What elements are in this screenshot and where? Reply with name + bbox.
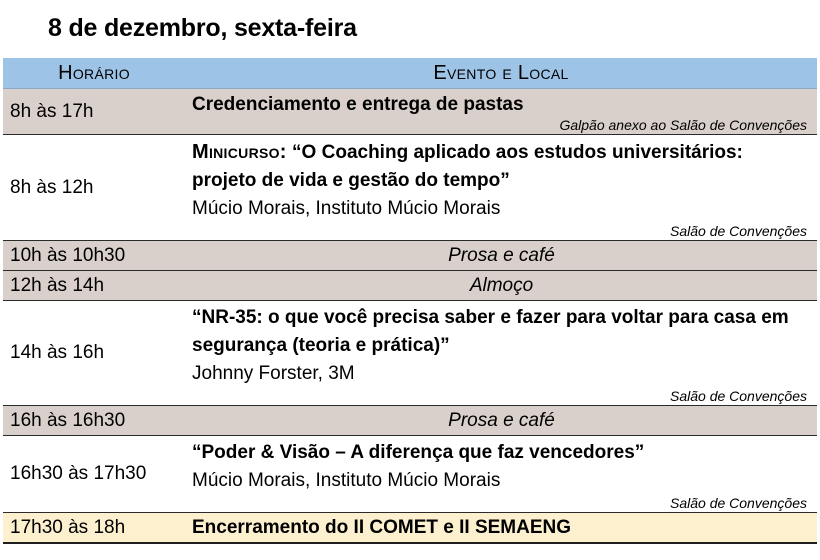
row-time: 16h30 às 17h30 <box>3 436 185 513</box>
row-time: 8h às 12h <box>3 135 185 241</box>
row-event: Almoço <box>185 271 817 301</box>
event-speaker: Múcio Morais, Instituto Múcio Morais <box>192 470 501 491</box>
table-row <box>3 89 817 135</box>
table-header-row <box>3 58 817 89</box>
row-event <box>185 89 817 135</box>
row-time: 10h às 10h30 <box>3 241 185 271</box>
row-event <box>185 436 817 513</box>
row-event <box>185 301 817 406</box>
table-row <box>3 135 817 241</box>
table-row <box>3 436 817 513</box>
event-place: Galpão anexo ao Salão de Convenções <box>559 117 807 133</box>
event-place: Salão de Convenções <box>670 223 807 239</box>
event-place: Salão de Convenções <box>670 388 807 404</box>
header-time: Horário <box>3 58 185 89</box>
event-place: Salão de Convenções <box>670 495 807 511</box>
event-title: “NR-35: o que você precisa saber e fazer para voltar para casa em segurança (teoria e prática)” <box>192 307 789 356</box>
row-event: Encerramento do II COMET e II SEMAENG <box>185 513 817 544</box>
table-row <box>3 513 817 544</box>
table-row <box>3 271 817 301</box>
row-time: 12h às 14h <box>3 271 185 301</box>
event-title: Credenciamento e entrega de pastas <box>192 94 524 115</box>
header-event: Evento e Local <box>185 58 817 89</box>
schedule-table <box>3 58 817 544</box>
row-event: Prosa e café <box>185 241 817 271</box>
table-row <box>3 301 817 406</box>
row-time: 17h30 às 18h <box>3 513 185 544</box>
day-title: 8 de dezembro, sexta-feira <box>48 14 357 42</box>
event-title: “Poder & Visão – A diferença que faz vencedores” <box>192 442 645 463</box>
table-row <box>3 406 817 436</box>
row-time: 14h às 16h <box>3 301 185 406</box>
event-title: Minicurso: “O Coaching aplicado aos estudos universitários: projeto de vida e gestão do tempo” <box>192 141 743 191</box>
table-row <box>3 241 817 271</box>
event-speaker: Múcio Morais, Instituto Múcio Morais <box>192 198 501 219</box>
event-type-label: Minicurso: <box>192 141 287 163</box>
row-time: 8h às 17h <box>3 89 185 135</box>
row-event <box>185 135 817 241</box>
row-event: Prosa e café <box>185 406 817 436</box>
event-speaker: Johnny Forster, 3M <box>192 363 355 384</box>
row-time: 16h às 16h30 <box>3 406 185 436</box>
